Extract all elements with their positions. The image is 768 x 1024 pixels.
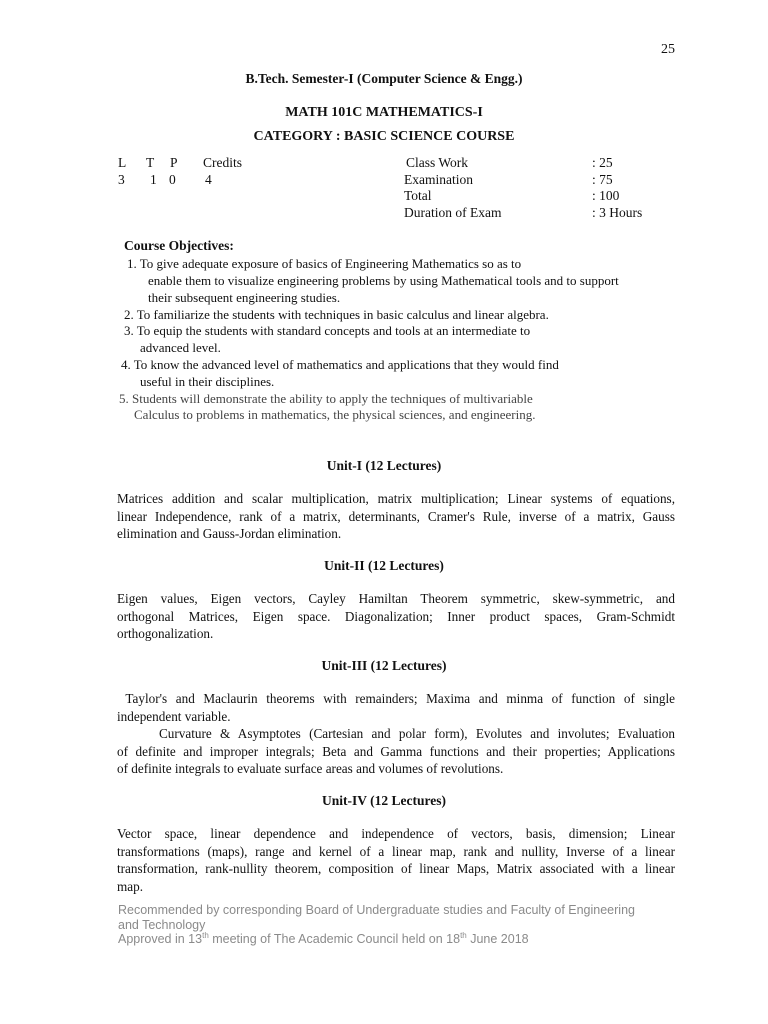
objective-line: 4. To know the advanced level of mathematics and applications that they would find <box>121 357 559 372</box>
unit-line: Curvature & Asymptotes (Cartesian and polar form), Evolutes and involutes; Evaluation <box>159 726 675 741</box>
unit-line: map. <box>117 878 144 894</box>
objective-line: advanced level. <box>140 340 221 355</box>
unit-line: linear Independence, rank of a matrix, determinants, Cramer's Rule, inverse of a matrix, Gauss <box>117 508 675 524</box>
page-number: 25 <box>661 42 675 57</box>
footer-text: June 2018 <box>466 932 529 946</box>
credits-header-credits: Credits <box>203 155 242 170</box>
marks-label: Class Work <box>406 155 469 170</box>
unit-1-title: Unit-I (12 Lectures) <box>326 458 442 473</box>
unit-line: Matrices addition and scalar multiplication, matrix multiplication; Linear systems of equations, <box>117 491 675 506</box>
marks-value: : 25 <box>592 155 613 170</box>
objective-line: enable them to visualize engineering problems by using Mathematical tools and to support <box>148 273 619 288</box>
footer-sup: th <box>202 930 209 940</box>
unit-4-title: Unit-IV (12 Lectures) <box>322 793 446 808</box>
marks-label: Total <box>404 188 432 203</box>
credits-value-t: 1 <box>150 172 157 187</box>
unit-line: transformations (maps), range and kernel of a linear map, rank and nullity, Inverse of a linear <box>117 843 675 859</box>
footer-line: and Technology <box>118 917 206 932</box>
objective-line: 2. To familiarize the students with techniques in basic calculus and linear algebra. <box>124 307 549 322</box>
objective-line: 1. To give adequate exposure of basics of Engineering Mathematics so as to <box>127 256 522 271</box>
unit-line: orthogonal Matrices, Eigen space. Diagonalization; Inner product spaces, Gram-Schmidt <box>117 608 675 624</box>
marks-label: Examination <box>404 172 473 187</box>
objectives-title: Course Objectives: <box>124 238 234 253</box>
unit-1-content <box>117 490 675 543</box>
credits-header-p: P <box>170 155 178 170</box>
footer-note <box>118 903 678 947</box>
course-title: MATH 101C MATHEMATICS-I <box>285 105 483 120</box>
footer-text: meeting of The Academic Council held on 18 <box>208 932 461 946</box>
footer-line <box>118 932 678 947</box>
program-heading: B.Tech. Semester-I (Computer Science & Engg.) <box>245 71 523 86</box>
unit-2-content <box>117 590 675 643</box>
marks-value: : 3 Hours <box>592 205 643 220</box>
footer-sup: th <box>460 930 467 940</box>
unit-line: Eigen values, Eigen vectors, Cayley Hamiltan Theorem symmetric, skew-symmetric, and <box>117 591 675 606</box>
unit-line: orthogonalization. <box>117 626 214 641</box>
objective-line: 5. Students will demonstrate the ability to apply the techniques of multivariable <box>119 391 533 406</box>
unit-line: independent variable. <box>117 708 231 724</box>
marks-value: : 75 <box>592 172 613 187</box>
course-category: CATEGORY : BASIC SCIENCE COURSE <box>253 129 515 144</box>
unit-line: Taylor's and Maclaurin theorems with remainders; Maxima and minma of function of single <box>117 691 675 706</box>
unit-2-title: Unit-II (12 Lectures) <box>324 558 444 573</box>
unit-line: elimination and Gauss-Jordan elimination. <box>117 526 342 541</box>
unit-3-title: Unit-III (12 Lectures) <box>321 658 447 673</box>
marks-value: : 100 <box>592 188 620 203</box>
credits-value-l: 3 <box>118 172 125 187</box>
credits-value-p: 0 <box>169 172 176 187</box>
credits-value-credits: 4 <box>205 172 212 187</box>
objective-line: their subsequent engineering studies. <box>148 290 341 305</box>
unit-line: of definite and improper integrals; Beta and Gamma functions and their properties; Applications <box>117 743 675 759</box>
credits-header-l: L <box>118 155 127 170</box>
unit-line: of definite integrals to evaluate surface areas and volumes of revolutions. <box>117 761 504 776</box>
marks-label: Duration of Exam <box>404 205 502 220</box>
unit-line: transformation, rank-nullity theorem, composition of linear Maps, Matrix associated with a linear <box>117 861 675 876</box>
unit-3-content <box>117 690 675 778</box>
unit-4-content <box>117 825 675 895</box>
footer-line: Recommended by corresponding Board of Undergraduate studies and Faculty of Engineering <box>118 903 635 917</box>
objective-line: useful in their disciplines. <box>140 374 275 389</box>
objective-line: Calculus to problems in mathematics, the physical sciences, and engineering. <box>134 407 536 422</box>
footer-text: Approved in 13 <box>118 932 203 946</box>
objective-line: 3. To equip the students with standard concepts and tools at an intermediate to <box>124 323 531 338</box>
credits-header-t: T <box>146 155 155 170</box>
unit-line: Vector space, linear dependence and independence of vectors, basis, dimension; Linear <box>117 826 675 841</box>
